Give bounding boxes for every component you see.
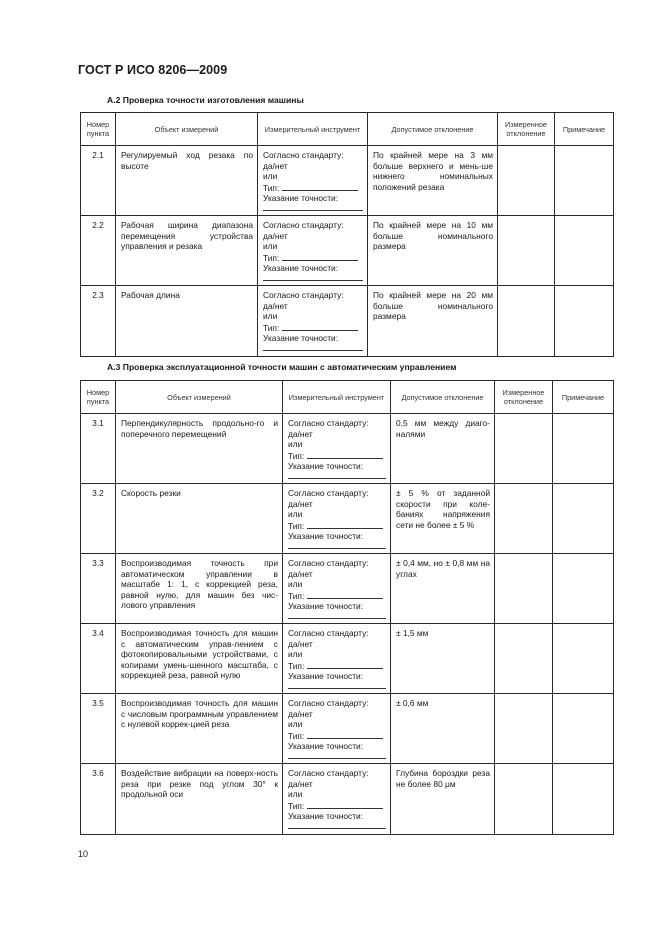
col-header-measured: Измеренное отклонение [495,381,553,414]
instrument-type: Тип: [288,660,305,671]
note-cell[interactable] [553,624,614,694]
table-row [81,554,614,624]
measurement-object: Перпендикулярность продольно-го и поперечного перемещений [116,414,283,484]
measurement-object: Скорость резки [116,484,283,554]
instrument-yes-no: да/нет [288,778,313,789]
accuracy-blank[interactable] [263,344,363,351]
instrument-cell [283,414,391,484]
measurement-object: Воздействие вибрации на поверх-ность реза при резке под углом 30° к продольной оси [116,764,283,835]
permissible-deviation: ± 5 % от заданной скорости при коле-баниях напряжения сети не более ± 5 % [391,484,495,554]
instrument-type-line [288,660,386,672]
note-cell[interactable] [553,484,614,554]
row-number: 3.5 [81,694,116,764]
measured-deviation-cell[interactable] [498,216,555,286]
col-header-note: Примечание [553,381,614,414]
table-row [81,146,614,216]
row-number: 3.2 [81,484,116,554]
measurement-object: Воспроизводимая точность для машин с числовым программным управлением с нулевой коррек-цией реза [116,694,283,764]
instrument-yes-no: да/нет [288,498,313,509]
instrument-accuracy: Указание точности: [263,193,339,204]
instrument-or: или [288,439,303,450]
row-number: 2.2 [81,216,116,286]
col-header-num: Номер пункта [81,113,116,146]
accuracy-blank[interactable] [288,752,386,759]
table-header-row [81,381,614,414]
table-row [81,764,614,835]
measured-deviation-cell[interactable] [498,286,555,357]
row-number: 2.3 [81,286,116,357]
permissible-deviation: 0,5 мм между диаго-налями [391,414,495,484]
permissible-deviation: Глубина бороздки реза не более 80 μм [391,764,495,835]
instrument-cell [283,554,391,624]
instrument-standard: Согласно стандарту: [288,698,369,708]
measured-deviation-cell[interactable] [495,484,553,554]
instrument-or: или [288,789,303,800]
instrument-yes-no: да/нет [288,568,313,579]
section-a3-title: А.3 Проверка эксплуатационной точности машин с автоматическим управлением [107,362,457,372]
type-blank[interactable] [282,252,358,261]
measured-deviation-cell[interactable] [495,624,553,694]
instrument-standard: Согласно стандарту: [288,418,369,428]
instrument-accuracy: Указание точности: [263,333,339,344]
col-header-instrument: Измерительный инструмент [283,381,391,414]
instrument-cell [258,286,368,357]
instrument-type-line [288,450,386,462]
col-header-note: Примечание [555,113,614,146]
instrument-yes-no: да/нет [288,428,313,439]
col-header-num: Номер пункта [81,381,116,414]
instrument-cell [258,216,368,286]
instrument-standard: Согласно стандарту: [263,290,344,300]
instrument-or: или [263,171,278,182]
measurement-object: Воспроизводимая точность для машин с автоматическим управ-лением с фотокопировальными устройствами, с копирами умень-шенного масштаба, с коррекцией реза, равной нулю [116,624,283,694]
instrument-type-line [263,252,363,264]
type-blank[interactable] [307,660,383,669]
type-blank[interactable] [307,450,383,459]
instrument-type: Тип: [288,730,305,741]
instrument-yes-no: да/нет [288,708,313,719]
measurement-object: Рабочая ширина диапазона перемещения устройства управления и резака [116,216,258,286]
measurement-object: Регулируемый ход резака по высоте [116,146,258,216]
instrument-type: Тип: [263,252,280,263]
instrument-type-line [263,182,363,194]
instrument-yes-no: да/нет [263,300,288,311]
permissible-deviation: ± 1,5 мм [391,624,495,694]
instrument-cell [283,484,391,554]
instrument-accuracy: Указание точности: [263,263,339,274]
col-header-object: Объект измерений [116,381,283,414]
permissible-deviation: ± 0,4 мм, но ± 0,8 мм на углах [391,554,495,624]
instrument-standard: Согласно стандарту: [288,628,369,638]
accuracy-blank[interactable] [288,542,386,549]
row-number: 3.1 [81,414,116,484]
instrument-or: или [288,509,303,520]
instrument-yes-no: да/нет [263,160,288,171]
note-cell[interactable] [553,414,614,484]
col-header-object: Объект измерений [116,113,258,146]
instrument-standard: Согласно стандарту: [263,150,344,160]
instrument-accuracy: Указание точности: [288,601,364,612]
accuracy-blank[interactable] [288,472,386,479]
instrument-accuracy: Указание точности: [288,531,364,542]
type-blank[interactable] [307,730,383,739]
page-number: 10 [78,849,89,859]
type-blank[interactable] [307,590,383,599]
accuracy-blank[interactable] [263,204,363,211]
section-a2-title: А.2 Проверка точности изготовления машины [107,95,304,105]
measured-deviation-cell[interactable] [498,146,555,216]
measured-deviation-cell[interactable] [495,764,553,835]
instrument-accuracy: Указание точности: [288,741,364,752]
instrument-accuracy: Указание точности: [288,671,364,682]
type-blank[interactable] [282,322,358,331]
instrument-type-line [288,520,386,532]
row-number: 3.6 [81,764,116,835]
col-header-measured: Измеренное отклонение [498,113,555,146]
permissible-deviation: По крайней мере на 10 мм больше номинального размера [368,216,498,286]
instrument-type: Тип: [263,322,280,333]
table-header-row [81,113,614,146]
instrument-type-line [288,590,386,602]
table-a3 [80,380,614,835]
instrument-or: или [288,649,303,660]
instrument-type: Тип: [263,182,280,193]
instrument-accuracy: Указание точности: [288,461,364,472]
instrument-type-line [288,800,386,812]
col-header-instrument: Измерительный инструмент [258,113,368,146]
instrument-accuracy: Указание точности: [288,811,364,822]
type-blank[interactable] [282,182,358,191]
table-row [81,286,614,357]
accuracy-blank[interactable] [288,682,386,689]
note-cell[interactable] [553,694,614,764]
instrument-or: или [288,719,303,730]
instrument-type: Тип: [288,450,305,461]
instrument-standard: Согласно стандарту: [263,220,344,230]
table-a2 [80,112,614,357]
instrument-type-line [288,730,386,742]
measured-deviation-cell[interactable] [495,554,553,624]
col-header-deviation: Допустимое отклонение [391,381,495,414]
row-number: 2.1 [81,146,116,216]
instrument-cell [283,694,391,764]
permissible-deviation: По крайней мере на 3 мм больше верхнего и мень-ше нижнего номинальных положений резака [368,146,498,216]
measurement-object: Рабочая длина [116,286,258,357]
instrument-standard: Согласно стандарту: [288,768,369,778]
permissible-deviation: По крайней мере на 20 мм больше номинального размера [368,286,498,357]
note-cell[interactable] [553,554,614,624]
table-row [81,414,614,484]
measured-deviation-cell[interactable] [495,694,553,764]
instrument-cell [258,146,368,216]
type-blank[interactable] [307,800,383,809]
instrument-type: Тип: [288,800,305,811]
note-cell[interactable] [555,146,614,216]
instrument-yes-no: да/нет [263,230,288,241]
accuracy-blank[interactable] [288,612,386,619]
measurement-object: Воспроизводимая точность при автоматическом управлении в масштабе 1: 1, с коррекцией реза, равной нулю, для машин без чис-лового управления [116,554,283,624]
table-row [81,484,614,554]
instrument-cell [283,624,391,694]
accuracy-blank[interactable] [263,274,363,281]
instrument-or: или [263,241,278,252]
table-row [81,216,614,286]
document-title: ГОСТ Р ИСО 8206—2009 [78,63,228,77]
instrument-yes-no: да/нет [288,638,313,649]
type-blank[interactable] [307,520,383,529]
note-cell[interactable] [555,286,614,357]
col-header-deviation: Допустимое отклонение [368,113,498,146]
permissible-deviation: ± 0,6 мм [391,694,495,764]
instrument-type: Тип: [288,590,305,601]
accuracy-blank[interactable] [288,822,386,829]
instrument-standard: Согласно стандарту: [288,558,369,568]
row-number: 3.4 [81,624,116,694]
instrument-cell [283,764,391,835]
note-cell[interactable] [555,216,614,286]
table-row [81,694,614,764]
instrument-type-line [263,322,363,334]
row-number: 3.3 [81,554,116,624]
instrument-or: или [288,579,303,590]
instrument-type: Тип: [288,520,305,531]
note-cell[interactable] [553,764,614,835]
table-row [81,624,614,694]
instrument-or: или [263,311,278,322]
instrument-standard: Согласно стандарту: [288,488,369,498]
measured-deviation-cell[interactable] [495,414,553,484]
